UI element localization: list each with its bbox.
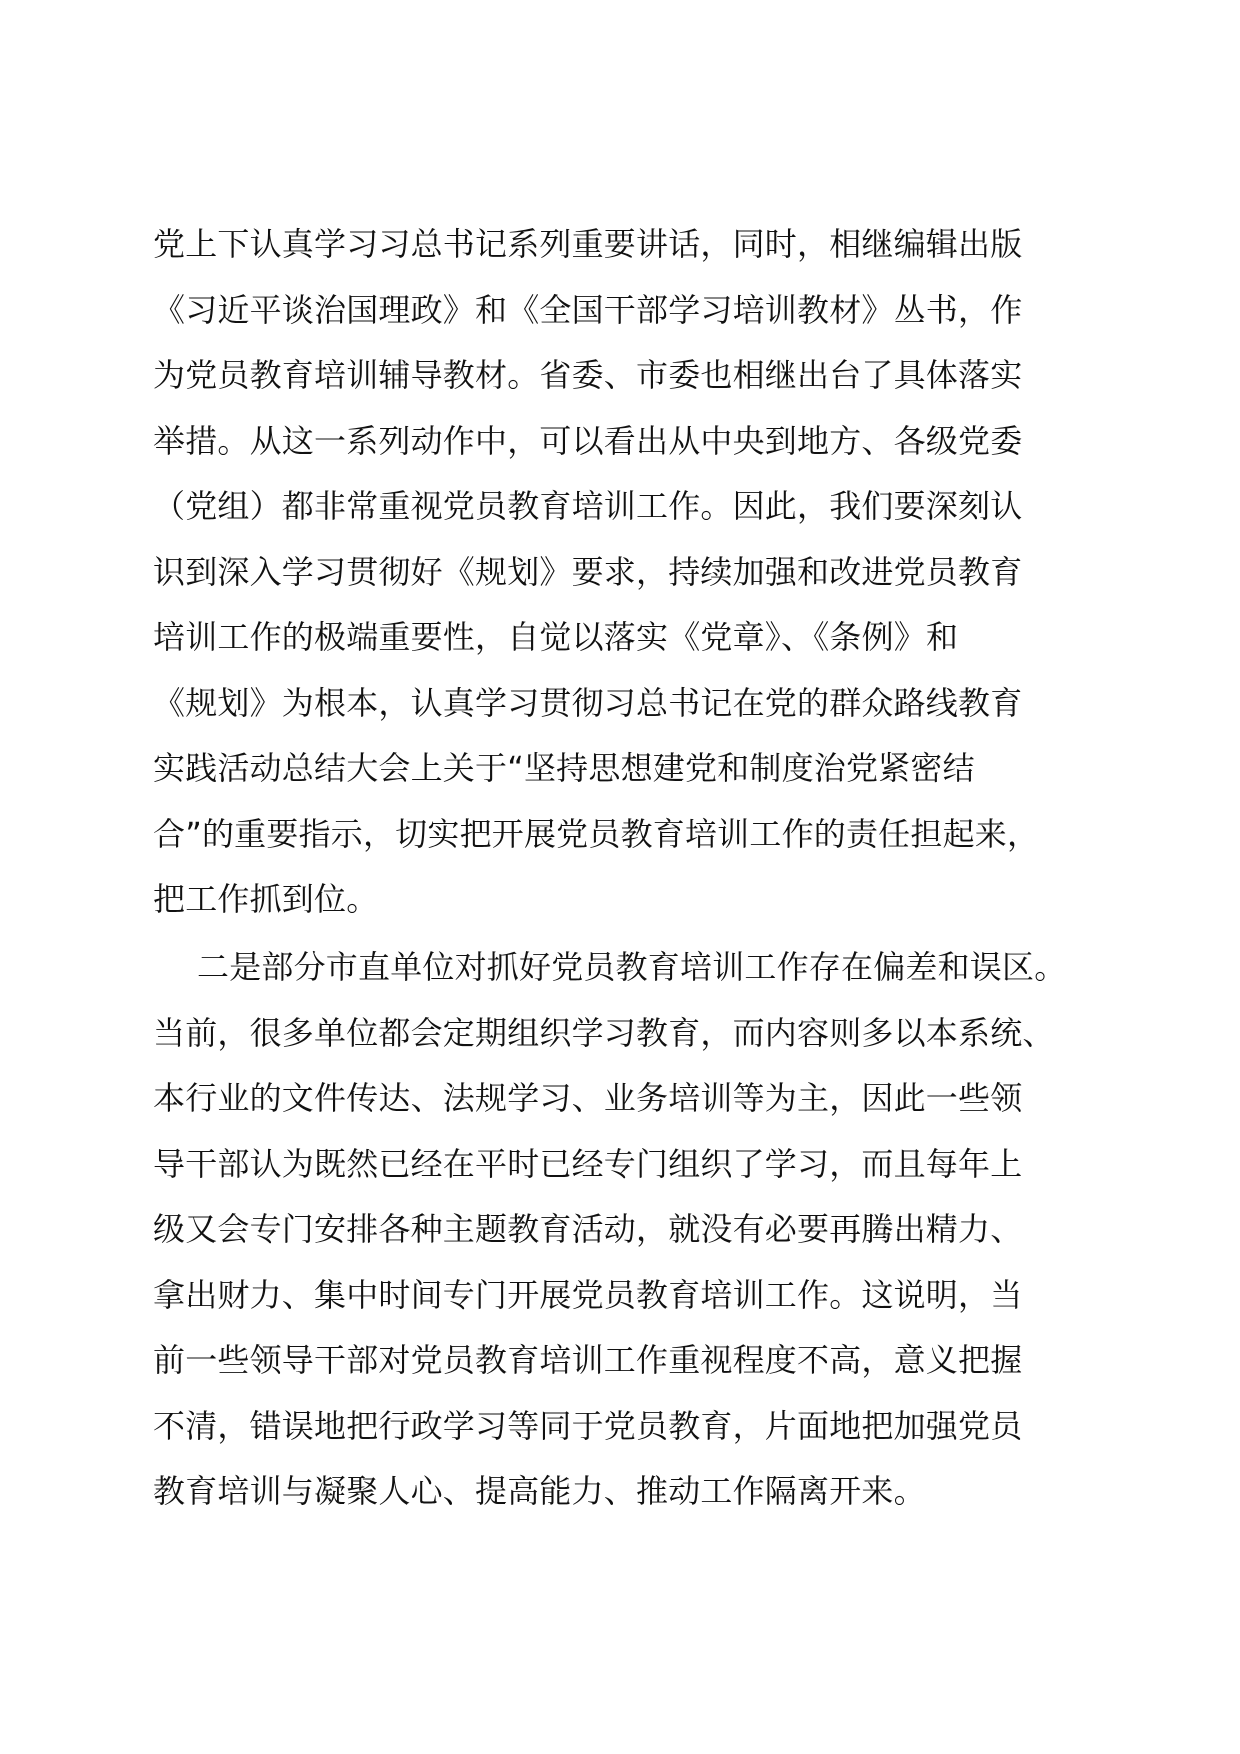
text-line: 前一些领导干部对党员教育培训工作重视程度不高，意义把握 [153, 1341, 1023, 1379]
text-line: （党组）都非常重视党员教育培训工作。因此，我们要深刻认 [153, 487, 1023, 525]
text-line: 本行业的文件传达、法规学习、业务培训等为主，因此一些领 [153, 1079, 1023, 1117]
text-line: 识到深入学习贯彻好《规划》要求，持续加强和改进党员教育 [153, 552, 1023, 591]
text-line-indented: 二是部分市直单位对抓好党员教育培训工作存在偏差和误区。 [197, 948, 1067, 986]
paragraph-1 [153, 212, 1093, 933]
text-line: 把工作抓到位。 [153, 880, 379, 918]
text-line: 拿出财力、集中时间专门开展党员教育培训工作。这说明，当 [153, 1275, 1023, 1314]
text-line: 培训工作的极端重要性，自觉以落实《党章》、《条例》和 [153, 618, 959, 656]
text-line: 实践活动总结大会上关于“坚持思想建党和制度治党紧密结 [153, 749, 975, 787]
text-line: 不清，错误地把行政学习等同于党员教育，片面地把加强党员 [153, 1406, 1023, 1445]
paragraph-2 [153, 935, 1093, 1525]
text-line: 导干部认为既然已经在平时已经专门组织了学习，而且每年上 [153, 1144, 1023, 1183]
text-line: 党上下认真学习习总书记系列重要讲话，同时，相继编辑出版 [153, 225, 1023, 263]
text-line: 教育培训与凝聚人心、提高能力、推动工作隔离开来。 [153, 1472, 926, 1510]
text-line: 当前，很多单位都会定期组织学习教育，而内容则多以本系统、 [153, 1013, 1055, 1052]
text-line: 举措。从这一系列动作中，可以看出从中央到地方、各级党委 [153, 421, 1023, 460]
text-line: 《习近平谈治国理政》和《全国干部学习培训教材》丛书，作 [153, 290, 1023, 329]
text-line: 《规划》为根本，认真学习贯彻习总书记在党的群众路线教育 [153, 683, 1023, 722]
text-line: 合”的重要指示，切实把开展党员教育培训工作的责任担起来， [153, 814, 1040, 853]
text-line: 级又会专门安排各种主题教育活动，就没有必要再腾出精力、 [153, 1210, 1023, 1248]
text-line: 为党员教育培训辅导教材。省委、市委也相继出台了具体落实 [153, 356, 1023, 394]
